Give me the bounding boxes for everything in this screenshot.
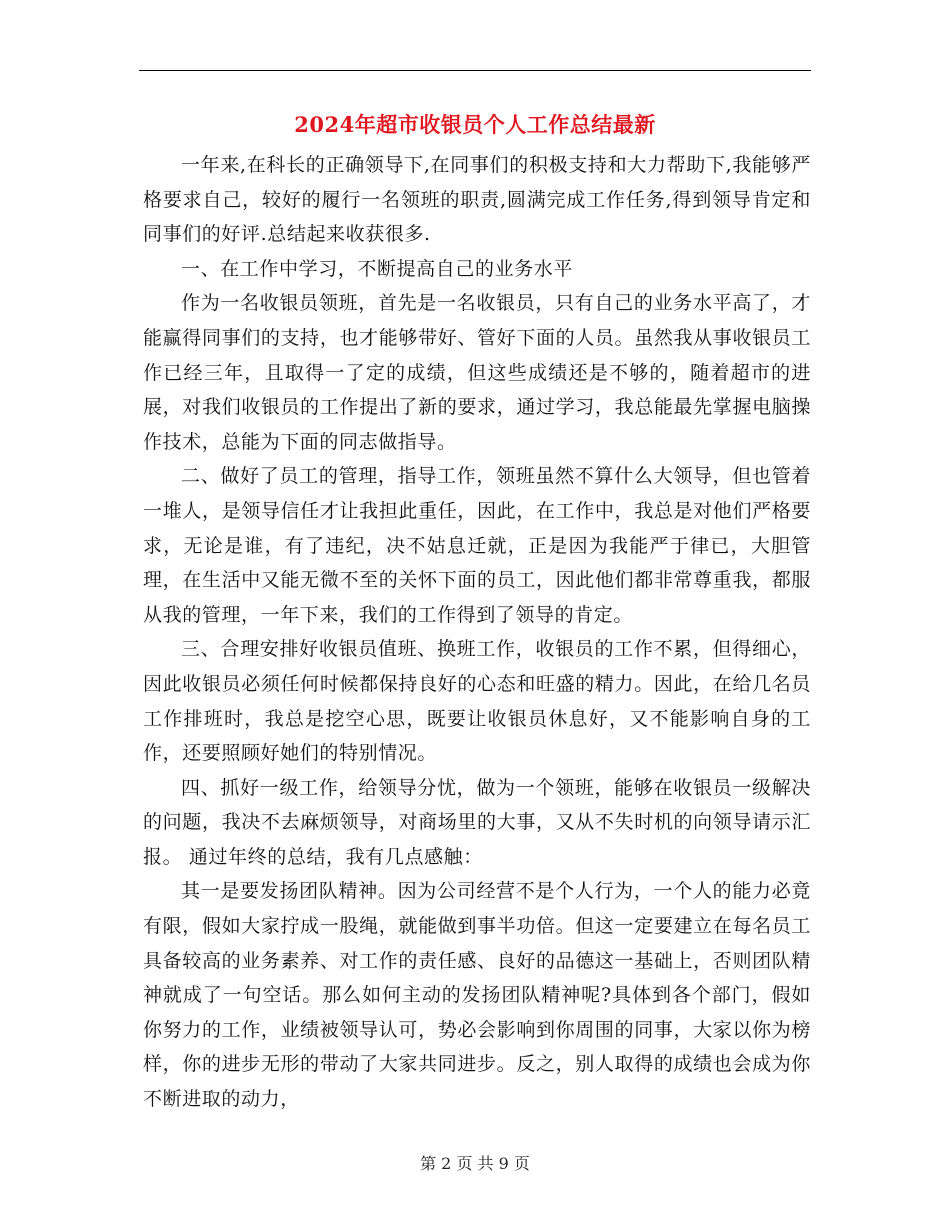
paragraph-section-4: 四、抓好一级工作，给领导分忧，做为一个领班，能够在收银员一级解决的问题，我决不去麻烦领导，对商场里的大事，又从不失时机的向领导请示汇报。 通过年终的总结，我有几点感触： xyxy=(143,776,811,868)
paragraph-section-1: 作为一名收银员领班，首先是一名收银员，只有自己的业务水平高了，才能赢得同事们的支持，也才能够带好、管好下面的人员。虽然我从事收银员工作已经三年，且取得一了定的成绩，但这些成绩还是不够的，随着超市的进展，对我们收银员的工作提出了新的要求，通过学习，我总能最先掌握电脑操作技术，总能为下面的同志做指导。 xyxy=(143,292,811,453)
header-rule xyxy=(139,70,811,71)
paragraph-teamwork: 其一是要发扬团队精神。因为公司经营不是个人行为，一个人的能力必竟有限，假如大家拧成一股绳，就能做到事半功倍。但这一定要建立在每名员工具备较高的业务素养、对工作的责任感、良好的品德这一基础上，否则团队精神就成了一句空话。那么如何主动的发扬团队精神呢?具体到各个部门，假如你努力的工作，业绩被领导认可，势必会影响到你周围的同事，大家以你为榜样，你的进步无形的带动了大家共同进步。反之，别人取得的成绩也会成为你不断进取的动力， xyxy=(143,880,811,1111)
document-body xyxy=(143,148,811,1117)
section-heading-1: 一、在工作中学习，不断提高自己的业务水平 xyxy=(181,257,574,280)
paragraph-intro: 一年来,在科长的正确领导下,在同事们的积极支持和大力帮助下,我能够严格要求自己，较好的履行一名领班的职责,圆满完成工作任务,得到领导肯定和同事们的好评.总结起来收获很多. xyxy=(143,154,811,246)
page-number: 第 2 页 共 9 页 xyxy=(420,1154,530,1173)
paragraph-section-3: 三、合理安排好收银员值班、换班工作，收银员的工作不累，但得细心，因此收银员必须任何时候都保持良好的心态和旺盛的精力。因此，在给几名员工作排班时，我总是挖空心思，既要让收银员休息好，又不能影响自身的工作，还要照顾好她们的特别情况。 xyxy=(143,638,811,765)
paragraph-section-2: 二、做好了员工的管理，指导工作，领班虽然不算什么大领导，但也管着一堆人，是领导信任才让我担此重任，因此，在工作中，我总是对他们严格要求，无论是谁，有了违纪，决不姑息迁就，正是因为我能严于律已，大胆管理，在生活中又能无微不至的关怀下面的员工，因此他们都非常尊重我，都服从我的管理，一年下来，我们的工作得到了领导的肯定。 xyxy=(143,465,811,626)
page-footer xyxy=(0,1153,950,1175)
document-title: 2024年超市收银员个人工作总结最新 xyxy=(294,112,656,137)
